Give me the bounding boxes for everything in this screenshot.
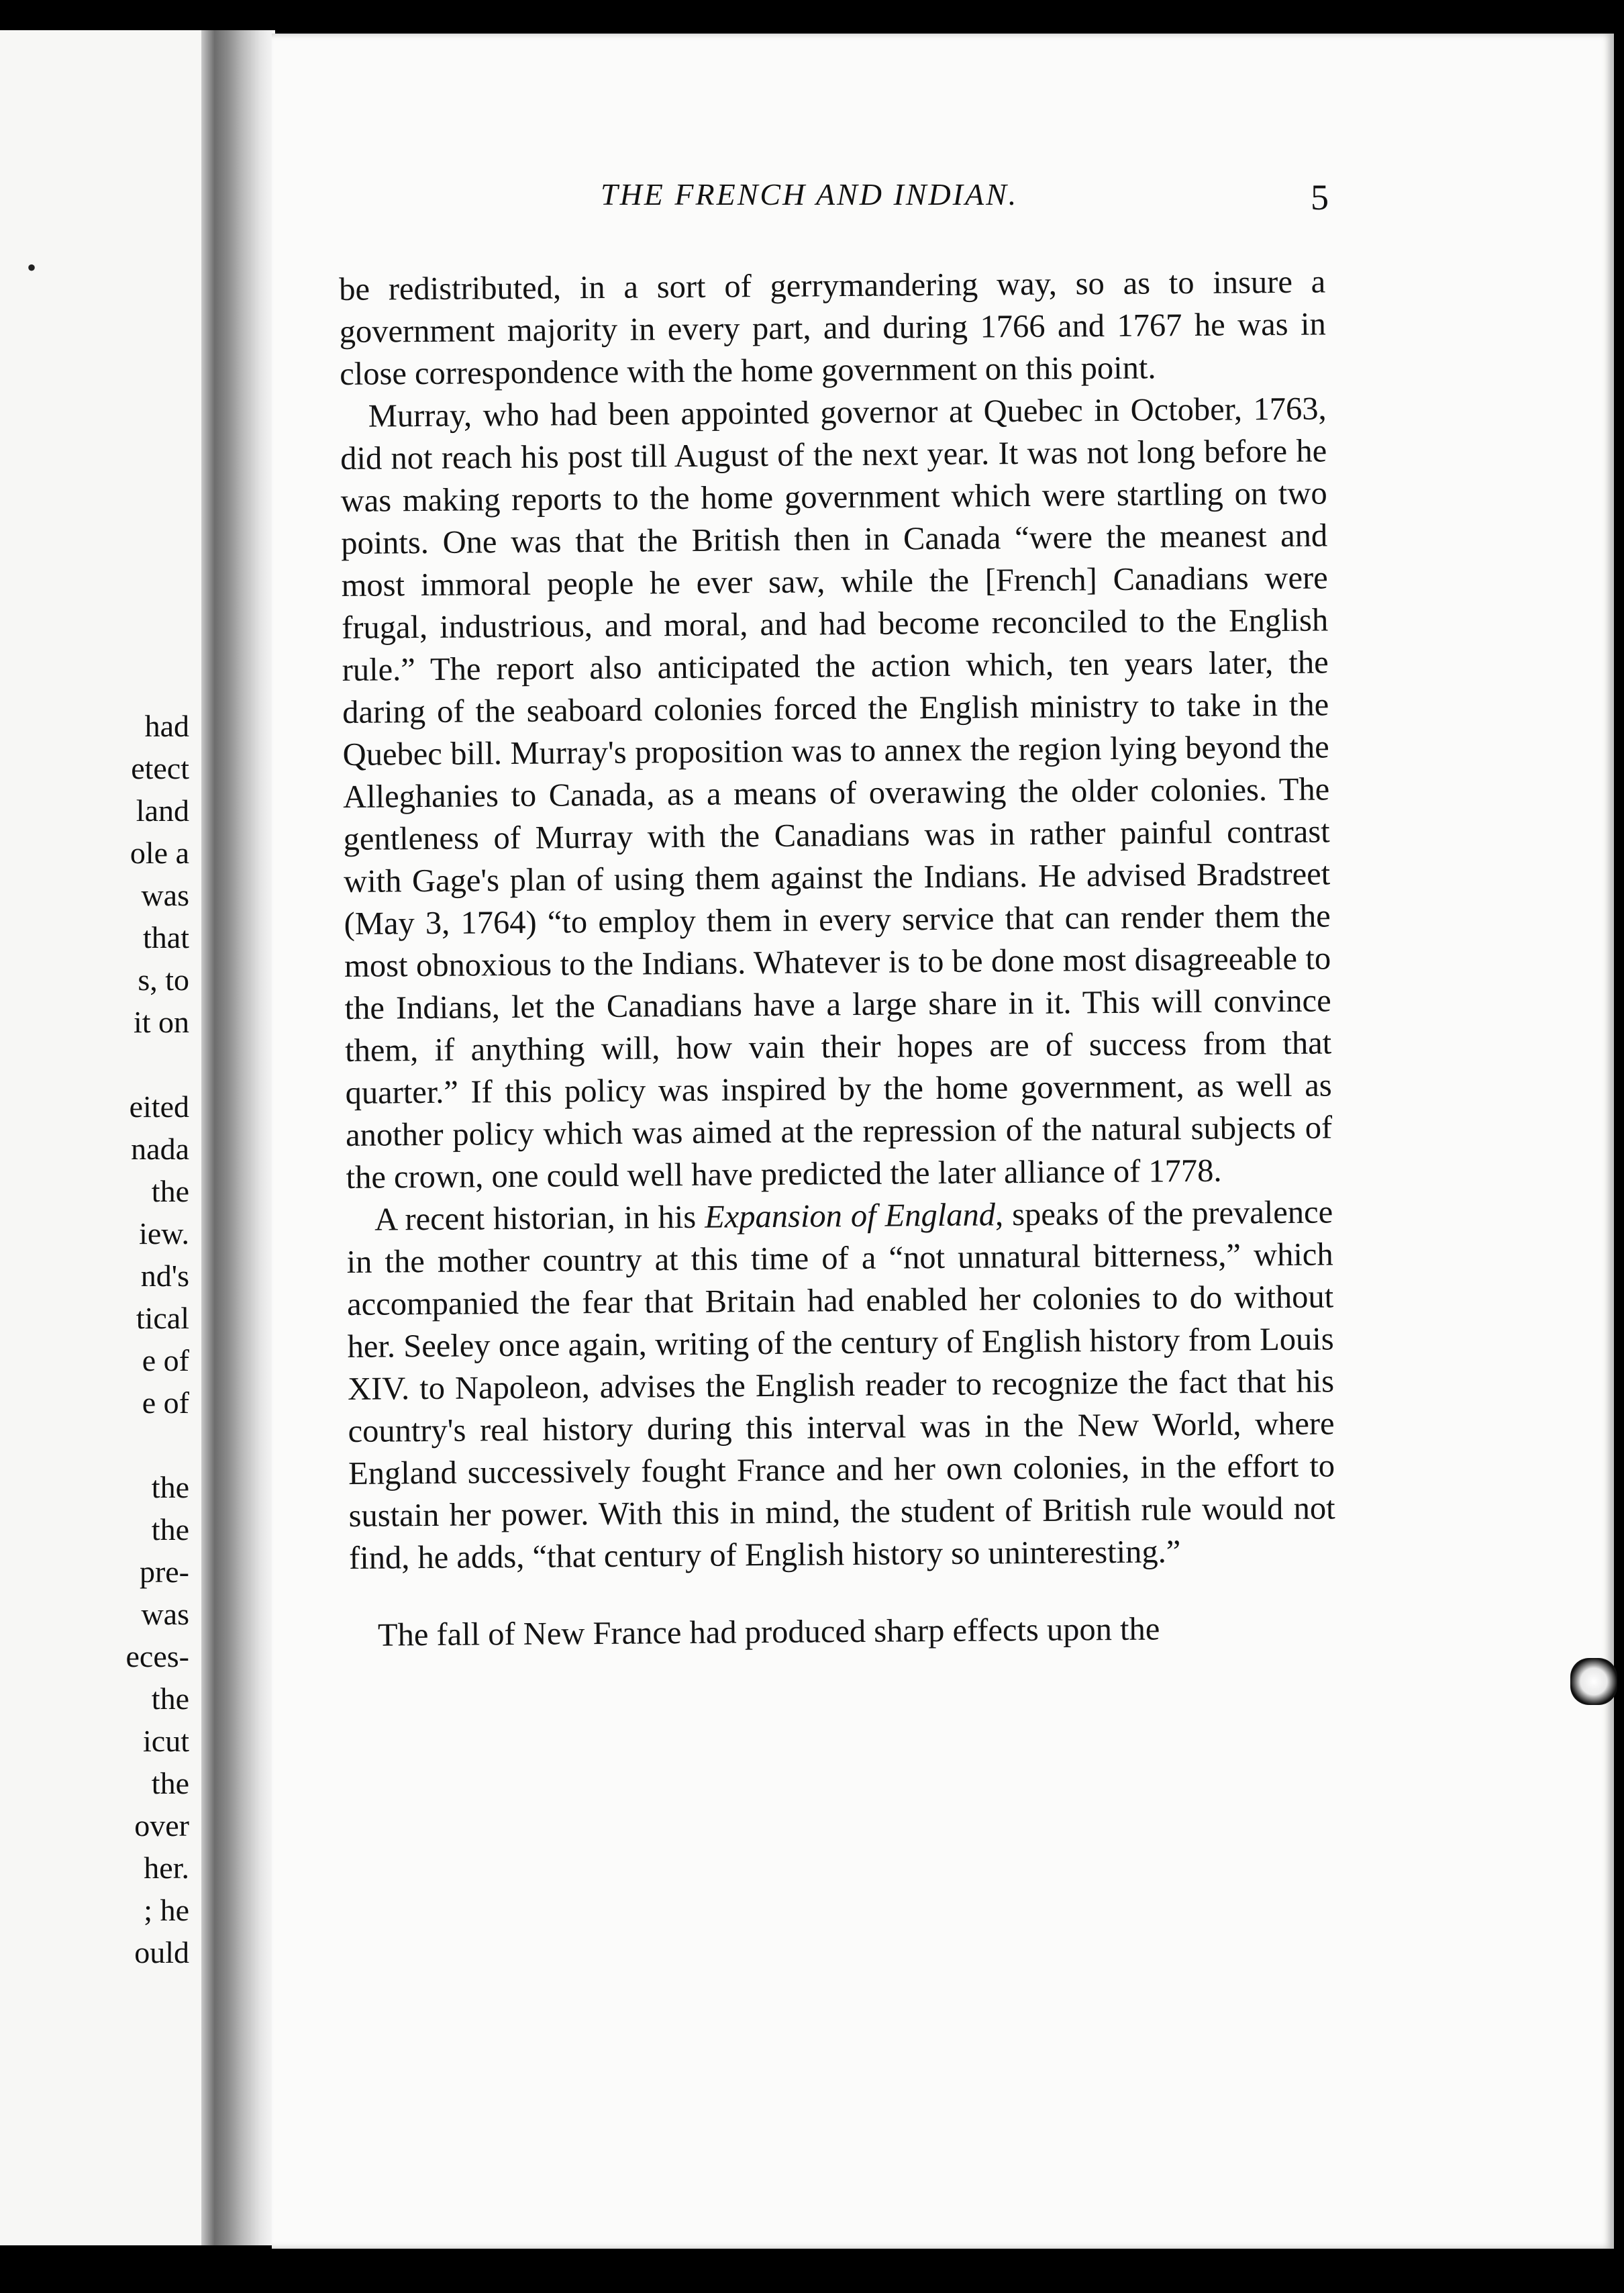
paragraph-4: The fall of New France had produced sharp effects upon the (377, 1611, 1160, 1653)
facing-page-fragment: land (136, 793, 189, 828)
facing-page-fragment: the (151, 1512, 189, 1547)
facing-page-fragment: icut (143, 1724, 189, 1758)
facing-page-fragment: eces- (125, 1639, 189, 1673)
paragraph-2: Murray, who had been appointed governor at Quebec in October, 1763, did not reach his post till August of the next year. It was not long before he was making reports to the home government which were startling on two points. One was that the British then in Canada “were the meanest and most immoral people he ever saw, while the [French] Canadians were frugal, industrious, and moral, and had become reconciled to the English rule.” The report also anticipated the action which, ten years later, the daring of the seaboard colonies forced the English ministry to take in the Quebec bill. Murray's proposition was to annex the region lying beyond the Alleghanies to Canada, as a means of overawing the older colonies. The gentleness of Murray with the Canadians was in rather painful contrast with Gage's plan of using them against the Indians. He advised Bradstreet (May 3, 1764) “to employ them in every service that can render them the most obnoxious to the Indians. Whatever is to be done most disagreeable to the Indians, let the Canadians have a large share in it. This will convince them, if anything will, how vain their hopes are of success from that quarter.” If this policy was inspired by the home government, as well as another policy which was aimed at the repression of the natural subjects of the crown, one could well have predicted the later alliance of 1778. (340, 391, 1333, 1196)
facing-page-fragment: pre- (139, 1555, 189, 1589)
facing-page-fragment: iew. (139, 1216, 189, 1251)
paragraph-3-text-start: A recent historian, in his (374, 1199, 705, 1238)
facing-page-fragment: the (151, 1766, 189, 1800)
facing-page-fragment: nd's (140, 1259, 189, 1293)
facing-page (0, 30, 201, 2245)
facing-page-fragment: tical (136, 1301, 189, 1335)
page-edge-mark (1570, 1658, 1617, 1705)
facing-page-fragment: that (143, 920, 189, 955)
facing-page-fragment: ould (134, 1935, 189, 1969)
paragraph-3 (346, 1191, 1335, 1579)
facing-page-fragment: the (151, 1470, 189, 1504)
book-title-expansion-of-england: Expansion of England (704, 1197, 996, 1235)
facing-page-fragment: s, to (138, 963, 189, 997)
running-title: THE FRENCH AND INDIAN. (601, 177, 1019, 211)
facing-page-fragment: had (144, 709, 189, 743)
facing-page-fragment: was (141, 1597, 189, 1631)
paragraph-3-text-end: , speaks of the prevalence in the mother country at this time of a “not unnatural bitterness,” which accompanied the fear that Britain had enabled her colonies to do without her. Seeley once again, writing of the century of English history from Louis XIV. to Napoleon, advises the English reader to recognize the fact that his country's real history during this interval was in the New World, where England successively fought France and her own colonies, in the effort to sustain her power. With this in mind, the student of British rule would not find, he adds, “that century of English history so uninteresting.” (346, 1194, 1335, 1576)
facing-page-fragment: eited (129, 1089, 189, 1124)
facing-page-fragment: the (151, 1174, 189, 1208)
facing-page-fragment: was (141, 878, 189, 912)
facing-page-fragment: it on (133, 1005, 189, 1039)
running-head (336, 177, 1329, 230)
facing-page-fragment: over (134, 1808, 189, 1843)
facing-page-fragment: ; he (144, 1893, 189, 1927)
facing-page-fragment: ole a (130, 836, 189, 870)
facing-page-fragment: e of (142, 1343, 189, 1377)
page-body (339, 260, 1339, 1986)
facing-page-fragment: nada (131, 1132, 189, 1166)
facing-page-fragment: e of (142, 1385, 189, 1420)
paragraph-1: be redistributed, in a sort of gerrymandering way, so as to insure a government majority in every part, and during 1766 and 1767 he was in close correspondence with the home government on this point. (339, 264, 1326, 392)
page-number: 5 (1311, 177, 1329, 217)
facing-page-fragment: her. (144, 1851, 189, 1885)
book-gutter (201, 30, 275, 2245)
facing-page-fragment: etect (131, 751, 189, 785)
facing-page-dot: • (27, 252, 37, 283)
facing-page-fragment: the (151, 1681, 189, 1716)
